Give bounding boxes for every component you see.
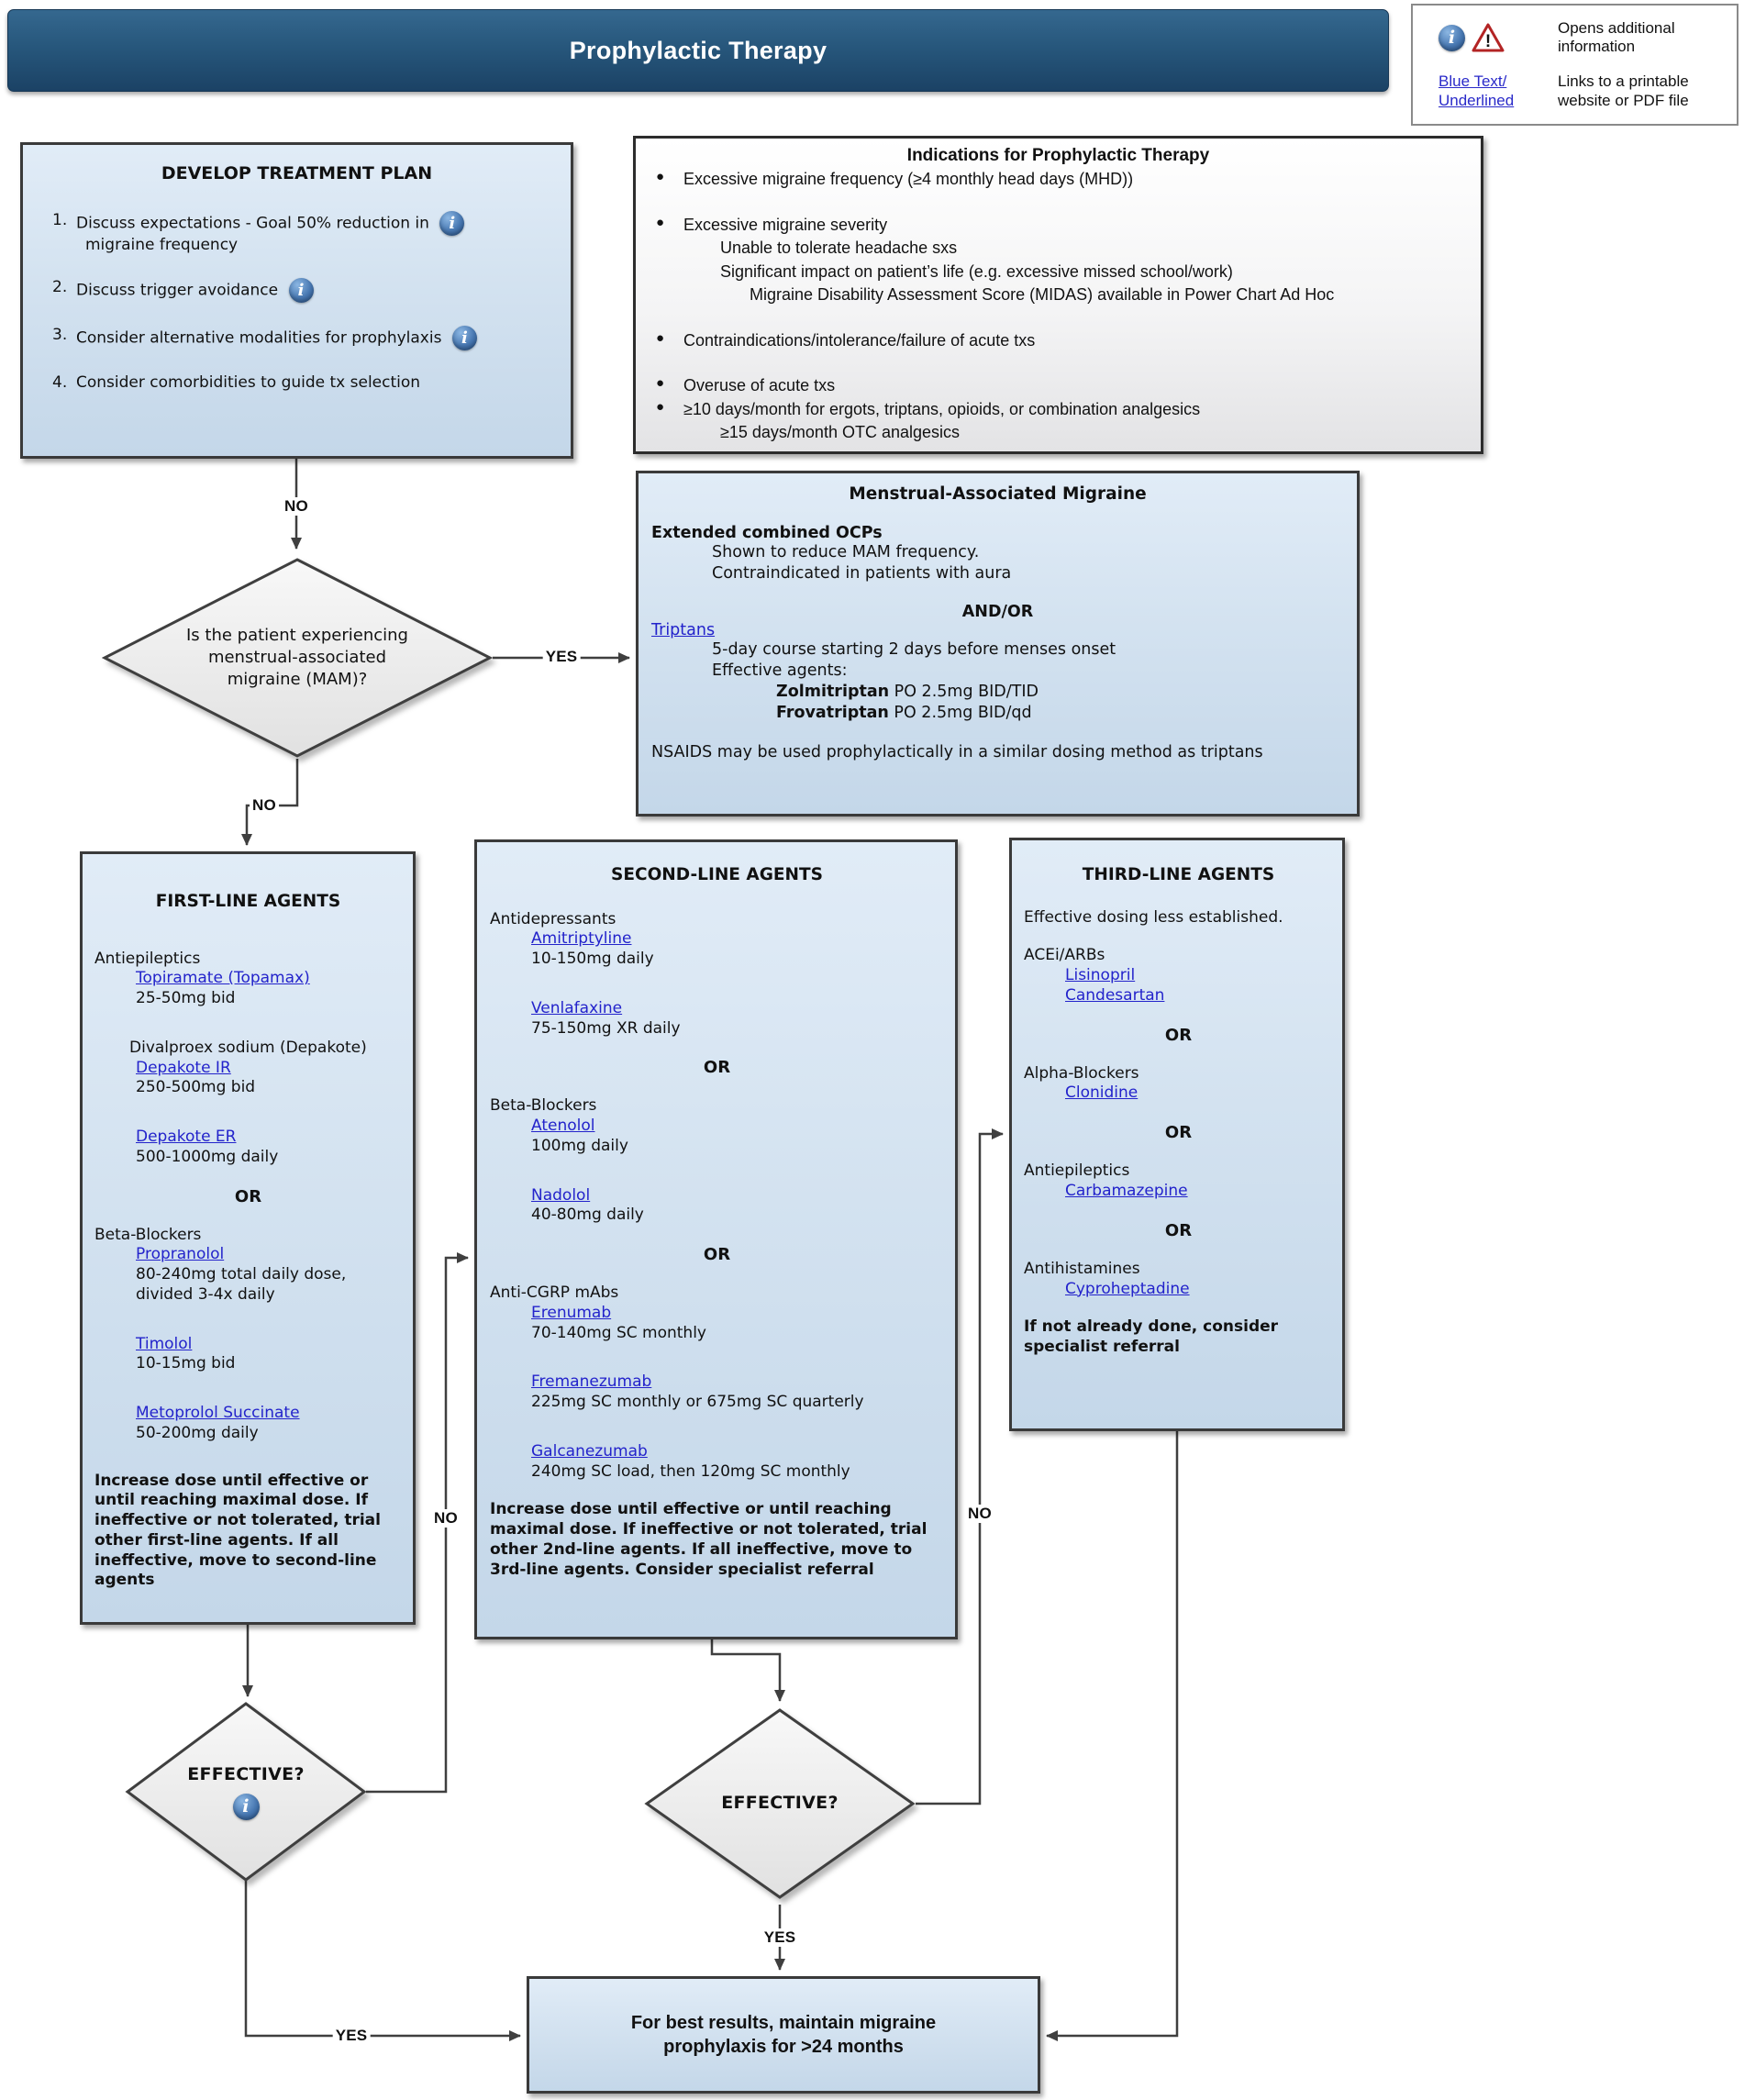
- drug-dose: 25-50mg bid: [136, 989, 236, 1008]
- first-line-title: FIRST-LINE AGENTS: [155, 892, 341, 911]
- item-number: 3.: [52, 326, 68, 345]
- mam-title: Menstrual-Associated Migraine: [849, 484, 1147, 504]
- mam-decision-text: Is the patient experiencing menstrual-associated migraine (MAM)?: [186, 625, 408, 690]
- mam-effective-line: Effective agents:: [712, 661, 848, 681]
- indication-text: Contraindications/intolerance/failure of acute txs: [683, 330, 1036, 350]
- triptans-link[interactable]: Triptans: [651, 621, 716, 640]
- drug-entry-candesartan: [1065, 986, 1333, 1006]
- drug-entry-depakote-er: [136, 1128, 402, 1168]
- bullet: ●: [656, 398, 665, 415]
- cyproheptadine-link[interactable]: Cyproheptadine: [1065, 1279, 1190, 1298]
- third-line-note: If not already done, consider specialist referral: [1024, 1317, 1279, 1357]
- second-line-note: Increase dose until effective or until reaching maximal dose. If ineffective or not tolerated, trial other 2nd-line agents. If all ineffective, move to 3rd-line agents. Consider specialist referral: [490, 1500, 928, 1579]
- develop-item-2: [39, 278, 554, 303]
- erenumab-link[interactable]: Erenumab: [531, 1303, 612, 1322]
- develop-item-4-line1: Consider comorbidities to guide tx selection: [76, 373, 421, 393]
- group-header-beta-blockers: Beta-Blockers: [490, 1096, 597, 1116]
- connector-second-line-to-effective2: [712, 1639, 780, 1701]
- third-line-title: THIRD-LINE AGENTS: [1082, 865, 1275, 884]
- develop-treatment-plan-box: [20, 142, 573, 459]
- depakote-er-link[interactable]: Depakote ER: [136, 1128, 237, 1147]
- third-line-agents-box: [1009, 838, 1345, 1431]
- develop-item-1-line1: Discuss expectations - Goal 50% reduction in: [76, 214, 429, 233]
- indication-item: [647, 422, 1470, 443]
- legend-link-text: Links to a printable website or PDF file: [1558, 72, 1689, 109]
- yes-label-2: YES: [333, 2027, 371, 2045]
- drug-dose: 40-80mg daily: [531, 1206, 644, 1225]
- bullet: ●: [656, 169, 665, 184]
- indication-text: Significant impact on patient’s life (e.g. excessive missed school/work): [720, 261, 1233, 281]
- or-separator: OR: [1164, 1123, 1193, 1143]
- drug-entry-venlafaxine: [531, 999, 944, 1039]
- group-header-acei-arbs: ACEi/ARBs: [1024, 946, 1105, 965]
- indication-text: Excessive migraine frequency (≥4 monthly head days (MHD)): [683, 170, 1134, 188]
- indication-item: [647, 330, 1470, 351]
- info-icon[interactable]: i: [452, 326, 477, 350]
- legend-box: [1411, 4, 1738, 126]
- group-header-antiepileptics: Antiepileptics: [94, 949, 201, 968]
- candesartan-link[interactable]: Candesartan: [1065, 985, 1165, 1005]
- develop-item-3-line1: Consider alternative modalities for prophylaxis: [76, 328, 442, 348]
- indication-text: Migraine Disability Assessment Score (MIDAS) available in Power Chart Ad Hoc: [750, 285, 1335, 304]
- bullet: ●: [656, 375, 665, 391]
- effective-decision-1: [125, 1701, 367, 1883]
- second-line-agents-box: [474, 839, 958, 1639]
- info-icon[interactable]: i: [289, 278, 314, 303]
- legend-info-text: Opens additional information: [1558, 18, 1675, 56]
- drug-dose: 225mg SC monthly or 675mg SC quarterly: [531, 1393, 864, 1412]
- info-icon: i: [1439, 25, 1465, 51]
- develop-item-1-text: [76, 211, 464, 255]
- depakote-ir-link[interactable]: Depakote IR: [136, 1058, 231, 1077]
- propranolol-link[interactable]: Propranolol: [136, 1245, 225, 1264]
- bullet: ●: [656, 329, 665, 346]
- indication-text: Overuse of acute txs: [683, 376, 836, 394]
- group-header-antihistamines: Antihistamines: [1024, 1259, 1140, 1278]
- develop-item-2-text: [76, 278, 314, 303]
- or-separator: OR: [1164, 1025, 1193, 1045]
- agent-name: Frovatriptan: [776, 704, 889, 723]
- mam-ocp-line2: Contraindicated in patients with aura: [712, 564, 1012, 583]
- drug-entry-lisinopril: [1065, 966, 1333, 986]
- or-separator: OR: [1164, 1220, 1193, 1240]
- drug-dose: 75-150mg XR daily: [531, 1018, 681, 1038]
- lisinopril-link[interactable]: Lisinopril: [1065, 966, 1136, 985]
- indication-text: Excessive migraine severity: [683, 215, 888, 234]
- legend-icons: [1422, 22, 1558, 53]
- mam-nsaids-note: NSAIDS may be used prophylactically in a similar dosing method as triptans: [651, 742, 1263, 761]
- indication-text: ≥10 days/month for ergots, triptans, opioids, or combination analgesics: [683, 399, 1201, 418]
- atenolol-link[interactable]: Atenolol: [531, 1117, 595, 1136]
- clonidine-link[interactable]: Clonidine: [1065, 1083, 1139, 1103]
- drug-entry-timolol: [136, 1335, 402, 1375]
- drug-dose: 10-15mg bid: [136, 1354, 236, 1373]
- indication-text: Unable to tolerate headache sxs: [720, 239, 958, 257]
- develop-item-3: [39, 326, 554, 350]
- drug-entry-metoprolol: [136, 1404, 402, 1444]
- mam-ocp-line1: Shown to reduce MAM frequency.: [712, 543, 980, 561]
- mam-agent-1: [776, 682, 1344, 703]
- develop-title: DEVELOP TREATMENT PLAN: [161, 163, 433, 183]
- agent-name: Zolmitriptan: [776, 683, 890, 702]
- svg-text:!: !: [1484, 32, 1492, 52]
- drug-entry-atenolol: [531, 1117, 944, 1157]
- info-icon[interactable]: i: [233, 1794, 260, 1820]
- no-label-1: NO: [282, 497, 311, 516]
- or-separator: OR: [234, 1186, 262, 1206]
- mam-course-line: 5-day course starting 2 days before menses onset: [712, 640, 1116, 660]
- drug-entry-depakote-ir: [136, 1059, 402, 1099]
- drug-entry-clonidine: [1065, 1083, 1333, 1104]
- develop-item-1-line2: migraine frequency: [85, 236, 239, 254]
- drug-entry-topiramate: [136, 969, 402, 1009]
- amitriptyline-link[interactable]: Amitriptyline: [531, 929, 632, 949]
- venlafaxine-link[interactable]: Venlafaxine: [531, 998, 623, 1017]
- drug-dose: 100mg daily: [531, 1136, 628, 1155]
- maintain-prophylaxis-text: For best results, maintain migraine prophylaxis for >24 months: [630, 2013, 937, 2057]
- drug-dose: 70-140mg SC monthly: [531, 1323, 706, 1342]
- group-header-beta-blockers: Beta-Blockers: [94, 1225, 202, 1244]
- yes-label-1: YES: [543, 648, 581, 666]
- timolol-link[interactable]: Timolol: [136, 1334, 193, 1353]
- topiramate-link[interactable]: Topiramate (Topamax): [136, 969, 310, 988]
- effective-decision-2: [644, 1707, 916, 1900]
- group-header-alpha-blockers: Alpha-Blockers: [1024, 1063, 1139, 1083]
- develop-item-4: [39, 373, 554, 393]
- group-header-antidepressants: Antidepressants: [490, 909, 617, 928]
- drug-entry-amitriptyline: [531, 929, 944, 970]
- drug-dose: 240mg SC load, then 120mg SC monthly: [531, 1461, 850, 1481]
- galcanezumab-link[interactable]: Galcanezumab: [531, 1441, 648, 1461]
- indication-item: [647, 399, 1470, 420]
- indication-item: [647, 284, 1470, 306]
- drug-dose: 10-150mg daily: [531, 950, 654, 969]
- indication-item: [647, 238, 1470, 259]
- legend-link-line1[interactable]: Blue Text/: [1439, 72, 1507, 91]
- develop-item-1: [39, 211, 554, 255]
- fremanezumab-link[interactable]: Fremanezumab: [531, 1372, 652, 1392]
- nadolol-link[interactable]: Nadolol: [531, 1185, 591, 1205]
- mam-and-or: AND/OR: [961, 603, 1034, 622]
- warning-icon: [1471, 22, 1505, 53]
- effective-decision-2-text: EFFECTIVE?: [721, 1793, 839, 1814]
- menstrual-migraine-box: [636, 471, 1360, 817]
- maintain-prophylaxis-box: [527, 1976, 1040, 2094]
- drug-dose: 80-240mg total daily dose, divided 3-4x daily: [136, 1265, 347, 1304]
- or-separator: OR: [703, 1058, 731, 1078]
- connector-yes1-to-final: [246, 1881, 520, 2036]
- drug-dose: 50-200mg daily: [136, 1423, 259, 1442]
- drug-entry-fremanezumab: [531, 1372, 944, 1413]
- page-title: Prophylactic Therapy: [569, 36, 828, 64]
- no-label-3: NO: [431, 1509, 461, 1528]
- drug-entry-cyproheptadine: [1065, 1280, 1333, 1300]
- third-line-subtitle: Effective dosing less established.: [1024, 907, 1283, 927]
- drug-entry-propranolol: [136, 1245, 402, 1305]
- or-separator: OR: [703, 1245, 731, 1265]
- second-line-title: SECOND-LINE AGENTS: [611, 865, 823, 884]
- first-line-note: Increase dose until effective or until reaching maximal dose. If ineffective or not tolerated, trial other first-line agents. If all ineffective, move to second-line agents: [94, 1471, 381, 1590]
- indication-text: ≥15 days/month OTC analgesics: [720, 423, 960, 441]
- item-number: 4.: [52, 373, 68, 393]
- mam-decision-diamond: [102, 557, 493, 759]
- carbamazepine-link[interactable]: Carbamazepine: [1065, 1181, 1188, 1200]
- yes-label-3: YES: [761, 1928, 799, 1947]
- develop-item-2-line1: Discuss trigger avoidance: [76, 281, 279, 300]
- agent-dose: PO 2.5mg BID/TID: [889, 683, 1039, 702]
- info-icon[interactable]: i: [439, 211, 464, 236]
- bullet: ●: [656, 214, 665, 230]
- first-line-agents-box: [80, 851, 416, 1625]
- drug-entry-carbamazepine: [1065, 1182, 1333, 1202]
- drug-dose: 250-500mg bid: [136, 1078, 256, 1097]
- indications-box: [633, 136, 1483, 454]
- mam-agent-2: [776, 703, 1344, 724]
- indication-item: [647, 169, 1470, 190]
- drug-entry-nadolol: [531, 1186, 944, 1227]
- no-label-2: NO: [250, 796, 279, 815]
- indication-item: [647, 215, 1470, 236]
- drug-entry-galcanezumab: [531, 1442, 944, 1483]
- indication-item: [647, 375, 1470, 396]
- no-label-4: NO: [965, 1505, 994, 1523]
- develop-item-3-text: [76, 326, 477, 350]
- item-number: 1.: [52, 211, 68, 229]
- metoprolol-link[interactable]: Metoprolol Succinate: [136, 1404, 300, 1423]
- group-header-anti-cgrp: Anti-CGRP mAbs: [490, 1283, 619, 1303]
- agent-dose: PO 2.5mg BID/qd: [888, 704, 1032, 723]
- subgroup-header-divalproex: Divalproex sodium (Depakote): [129, 1038, 367, 1057]
- indication-item: [647, 261, 1470, 283]
- page-title-bar: [7, 9, 1389, 92]
- item-number: 2.: [52, 278, 68, 297]
- drug-entry-erenumab: [531, 1304, 944, 1344]
- indications-title: Indications for Prophylactic Therapy: [906, 146, 1210, 165]
- legend-link-sample[interactable]: [1422, 72, 1558, 110]
- connector-third-line-to-final: [1047, 1431, 1177, 2036]
- drug-dose: 500-1000mg daily: [136, 1147, 279, 1166]
- group-header-antiepileptics: Antiepileptics: [1024, 1161, 1130, 1181]
- mam-ocp-header: Extended combined OCPs: [651, 524, 883, 542]
- effective-decision-1-text: EFFECTIVE? i: [125, 1701, 367, 1883]
- legend-link-line2[interactable]: Underlined: [1439, 91, 1515, 109]
